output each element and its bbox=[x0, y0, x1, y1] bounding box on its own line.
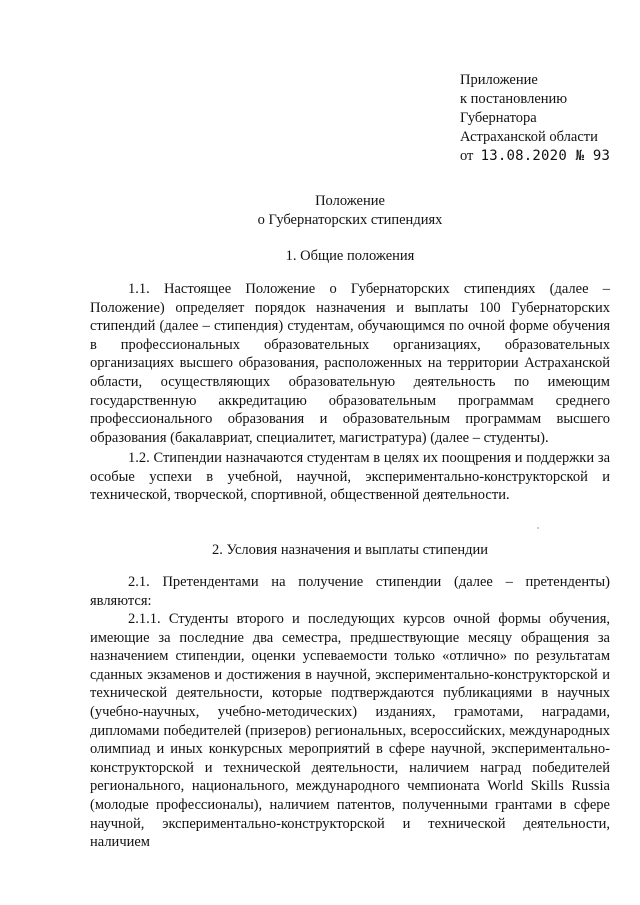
appendix-line-1: Приложение bbox=[460, 72, 538, 88]
paragraph-1-1: 1.1. Настоящее Положение о Губернаторских стипендиях (далее – Положение) определяет порядок назначения и выплаты 100 Губернаторских стипендий (далее – стипендия) студентам, обучающимся по очной форме обучения в профессиональных образовательных организациях, образовательных организациях высшего образования, расположенных на территории Астраханской области, осуществляющих образовательную деятельность по имеющим государственную аккредитацию образовательным программам среднего профессионального образования и образовательным программам высшего образования (бакалавриат, специалитет, магистратура) (далее – студенты). bbox=[90, 281, 610, 446]
scan-speck bbox=[537, 527, 539, 529]
section-2-heading: 2. Условия назначения и выплаты стипендии bbox=[211, 542, 489, 558]
appendix-line-2: к постановлению bbox=[460, 91, 568, 107]
appendix-line-3: Губернатора bbox=[460, 110, 537, 126]
paragraph-1-2: 1.2. Стипендии назначаются студентам в целях их поощрения и поддержки за особые успехи в учебной, научной, экспериментально-конструкторской и технической, творческой, спортивной, общественной деятельности. bbox=[90, 450, 610, 504]
document-subtitle: о Губернаторских стипендиях bbox=[257, 212, 443, 228]
paragraph-2-1-1: 2.1.1. Студенты второго и последующих курсов очной формы обучения, имеющие за последние два семестра, предшествующие месяцу обращения за назначением стипендии, оценки успеваемости только «отлично» по результатам сданных экзаменов и достижения в научной, экспериментально-конструкторской и технической деятельности, которые подтверждаются публикациями в научных (учебно-научных, учебно-методических) изданиях, грамотами, наградами, дипломами победителей (призеров) региональных, всероссийских, международных олимпиад и иных конкурсных мероприятий в сфере научной, экспериментально-конструкторской и технической деятельности, наличием наград победителей регионального, национального, международного чемпионата World Skills Russia (молодые профессионалы), наличием патентов, полученными грантами в сфере научной, экспериментально-конструкторской и технической деятельности, наличием bbox=[90, 611, 610, 851]
section-1-heading: 1. Общие положения bbox=[285, 248, 415, 264]
appendix-line-4: Астраханской области bbox=[460, 129, 598, 145]
paragraph-2-1: 2.1. Претендентами на получение стипендии (далее – претенденты) являются: bbox=[90, 574, 610, 609]
appendix-date-line bbox=[460, 147, 610, 166]
appendix-date-prefix: от bbox=[460, 148, 474, 164]
document-title: Положение bbox=[315, 193, 385, 209]
appendix-block bbox=[460, 71, 610, 166]
appendix-date: 13.08.2020 № 93 bbox=[480, 148, 611, 164]
